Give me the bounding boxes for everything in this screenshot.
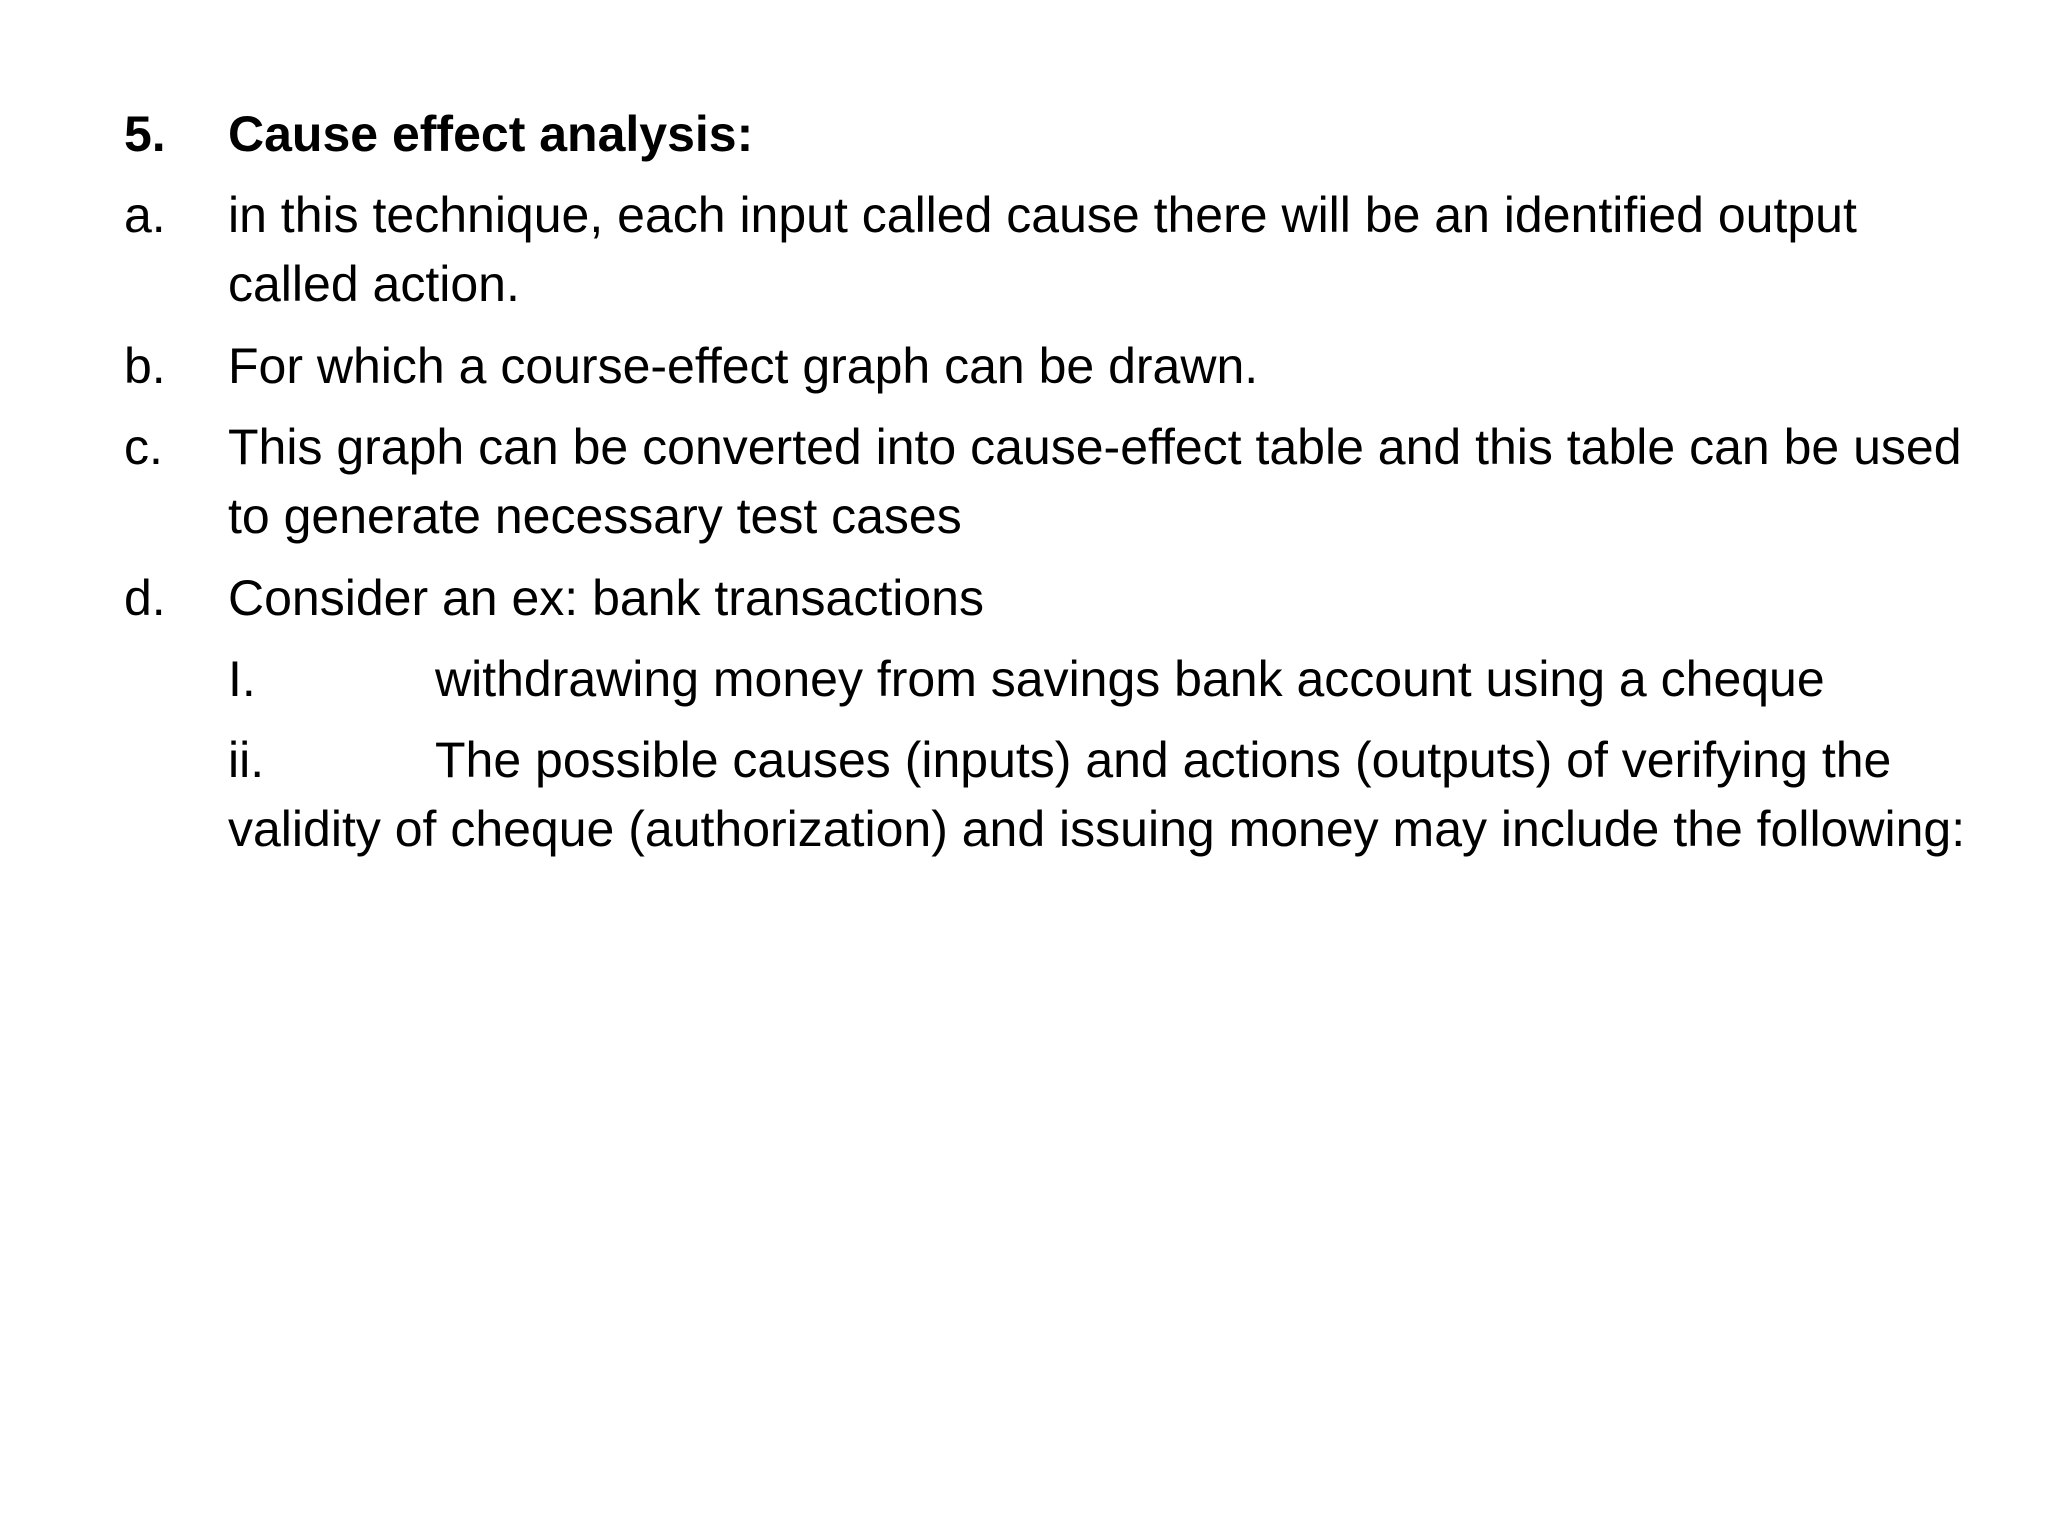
heading-text: Cause effect analysis: [228, 106, 754, 162]
list-text: in this technique, each input called cause there will be an identified output called action. [228, 187, 1857, 312]
sub-text: withdrawing money from savings bank account using a cheque [435, 651, 1825, 707]
list-text: Consider an ex: bank transactions [228, 570, 984, 626]
list-marker: a. [124, 187, 166, 243]
heading-number: 5. [124, 106, 166, 162]
list-marker: d. [124, 570, 166, 626]
list-text: This graph can be converted into cause-effect table and this table can be used to generate necessary test cases [228, 419, 1962, 544]
list-text: For which a course-effect graph can be drawn. [228, 338, 1259, 394]
sub-marker: ii. [228, 732, 265, 788]
list-marker: c. [124, 419, 163, 475]
sub-text: The possible causes (inputs) and actions (outputs) of verifying the validity of cheque (authorization) and issuing money may include the following: [228, 732, 1966, 857]
list-marker: b. [124, 338, 166, 394]
sub-marker: I. [228, 651, 256, 707]
